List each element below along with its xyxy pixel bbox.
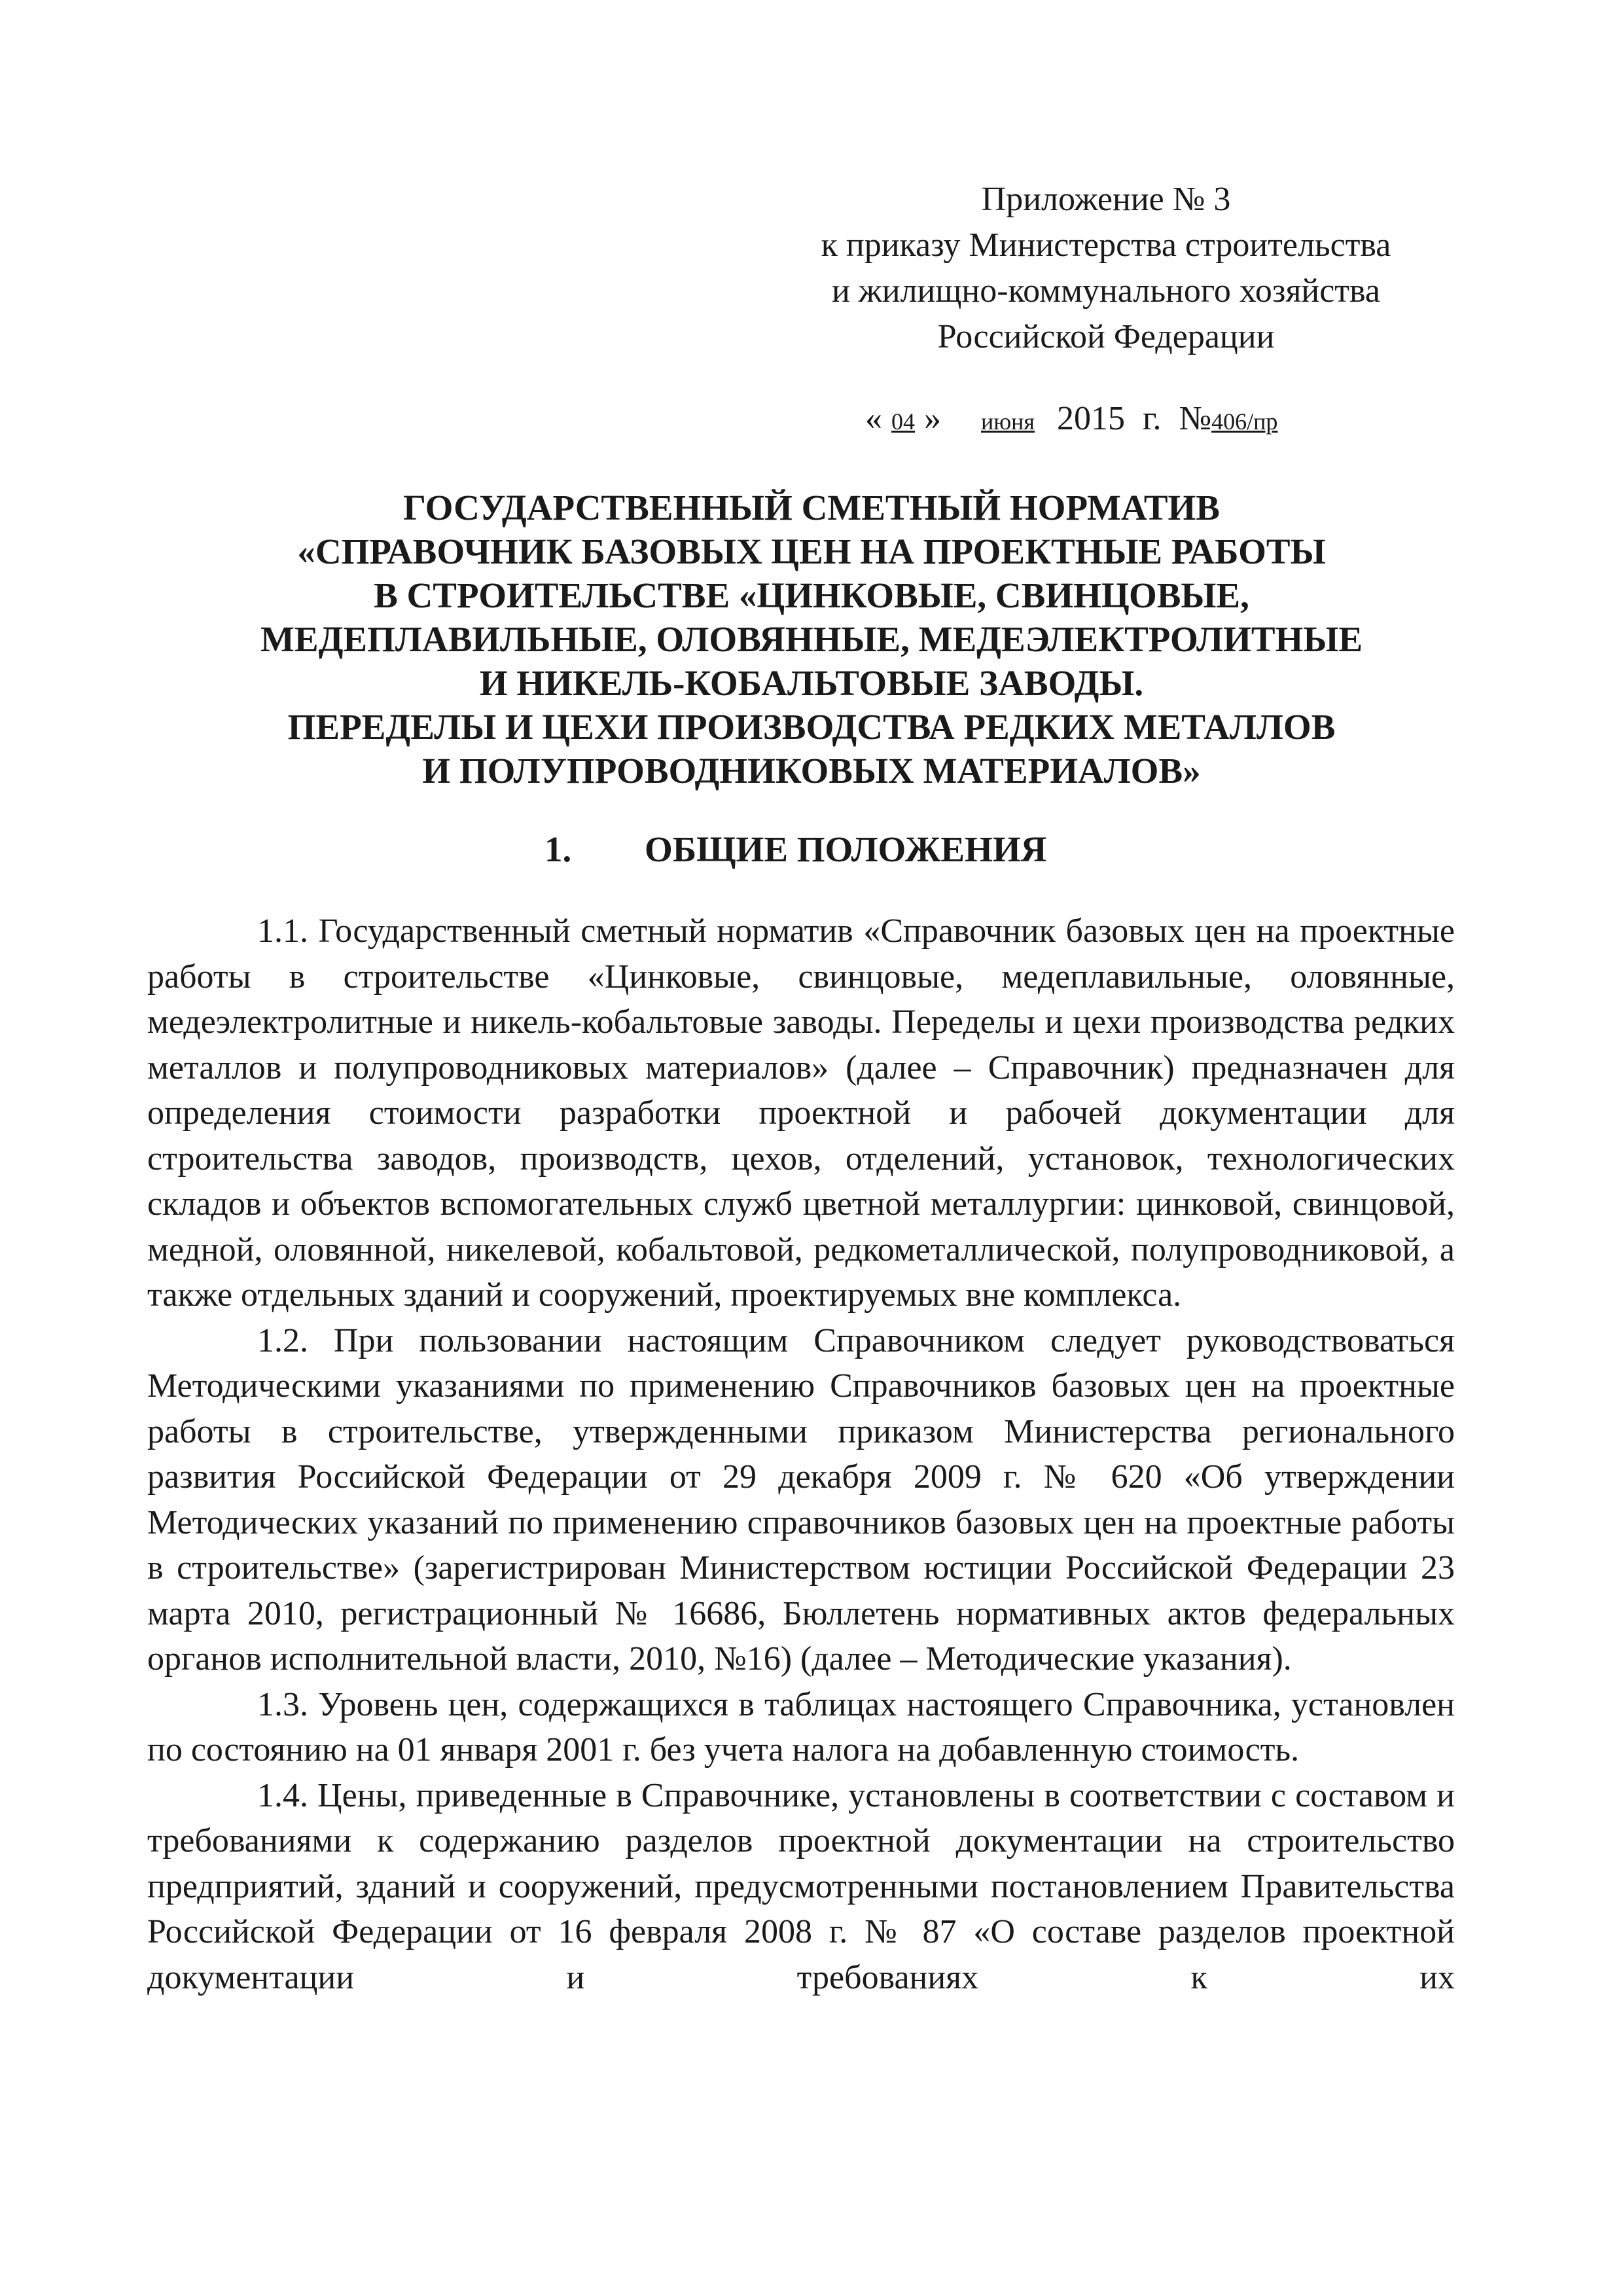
order-date-number xyxy=(865,396,1454,444)
title-line-2: «СПРАВОЧНИК БАЗОВЫХ ЦЕН НА ПРОЕКТНЫЕ РАБОТЫ xyxy=(297,531,1326,571)
paragraph-1-1: 1.1. Государственный сметный норматив «Справочник базовых цен на проектные работы в строительстве «Цинковые, свинцовые, медеплавильные, оловянные, медеэлектролитные и никель-кобальтовые заводы. Переделы и цехи производства редких металлов и полупроводниковых материалов» (далее – Справочник) предназначен для определения стоимости разработки проектной и рабочей документации для строительства заводов, производств, цехов, отделений, установок, технологических складов и объектов вспомогательных служб цветной металлургии: цинковой, свинцовой, медной, оловянной, никелевой, кобальтовой, редкометаллической, полупроводниковой, а также отдельных зданий и сооружений, проектируемых вне комплекса. xyxy=(147,912,1455,1314)
order-year-suffix: г. xyxy=(1143,400,1162,437)
order-open-quote: « xyxy=(865,400,882,437)
document-title xyxy=(92,486,1531,793)
order-number-sign: № xyxy=(1179,400,1212,437)
attachment-ministry: и жилищно-коммунального хозяйства xyxy=(832,272,1380,310)
order-number: 406/пр xyxy=(1211,408,1278,435)
section-title: ОБЩИЕ ПОЛОЖЕНИЯ xyxy=(645,829,1047,869)
title-line-4: МЕДЕПЛАВИЛЬНЫЕ, ОЛОВЯННЫЕ, МЕДЕЭЛЕКТРОЛИТНЫЕ xyxy=(260,619,1363,659)
attachment-title: Приложение № 3 xyxy=(981,181,1231,218)
order-day: 04 xyxy=(891,408,915,435)
paragraph-1-4: 1.4. Цены, приведенные в Справочнике, установлены в соответствии с составом и требованиями к содержанию разделов проектной документации на строительство предприятий, зданий и сооружений, предусмотренными постановлением Правительства Российской Федерации от 16 февраля 2008 г. № 87 «О составе разделов проектной документации и требованиях к их xyxy=(147,1776,1455,1996)
paragraph-1-3: 1.3. Уровень цен, содержащихся в таблицах настоящего Справочника, установлен по состоянию на 01 января 2001 г. без учета налога на добавленную стоимость. xyxy=(147,1685,1455,1768)
paragraph-1-2: 1.2. При пользовании настоящим Справочником следует руководствоваться Методическими указаниями по применению Справочников базовых цен на проектные работы в строительстве, утвержденными приказом Министерства регионального развития Российской Федерации от 29 декабря 2009 г. № 620 «Об утверждении Методических указаний по применению справочников базовых цен на проектные работы в строительстве» (зарегистрирован Министерством юстиции Российской Федерации 23 марта 2010, регистрационный № 16686, Бюллетень нормативных актов федеральных органов исполнительной власти, 2010, №16) (далее – Методические указания). xyxy=(147,1321,1455,1677)
body-text xyxy=(147,908,1455,2000)
title-line-1: ГОСУДАРСТВЕННЫЙ СМЕТНЫЙ НОРМАТИВ xyxy=(403,488,1220,528)
section-number: 1. xyxy=(544,829,572,869)
title-line-3: В СТРОИТЕЛЬСТВЕ «ЦИНКОВЫЕ, СВИНЦОВЫЕ, xyxy=(374,575,1249,615)
order-month: июня xyxy=(981,408,1035,435)
title-line-6: ПЕРЕДЕЛЫ И ЦЕХИ ПРОИЗВОДСТВА РЕДКИХ МЕТАЛЛОВ xyxy=(287,707,1336,747)
title-line-7: И ПОЛУПРОВОДНИКОВЫХ МАТЕРИАЛОВ» xyxy=(422,751,1201,791)
title-line-5: И НИКЕЛЬ-КОБАЛЬТОВЫЕ ЗАВОДЫ. xyxy=(479,663,1144,703)
attachment-block xyxy=(772,177,1440,360)
attachment-order-ref: к приказу Министерства строительства xyxy=(821,226,1391,264)
order-close-quote: » xyxy=(924,400,941,437)
order-year: 2015 xyxy=(1057,400,1125,437)
attachment-country: Российской Федерации xyxy=(937,318,1275,355)
